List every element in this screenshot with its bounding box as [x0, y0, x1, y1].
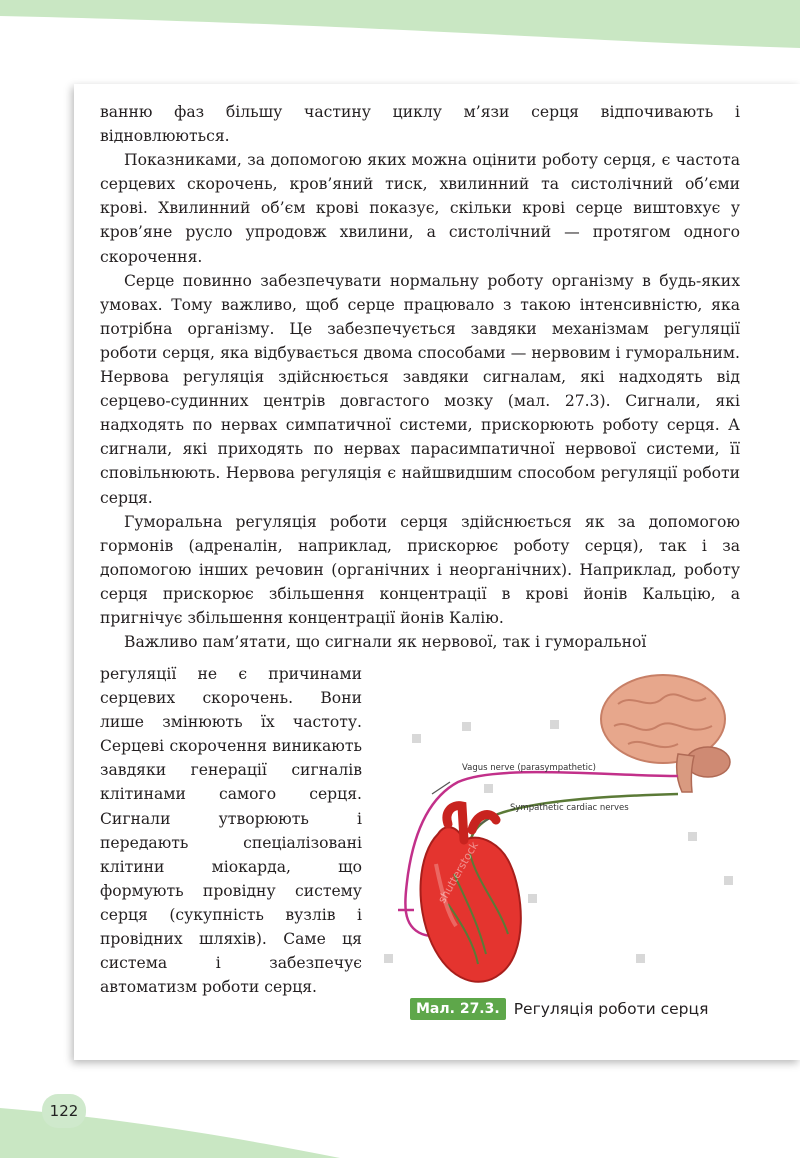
watermark-text: shutterstock: [435, 839, 481, 906]
figure-caption: [410, 996, 708, 1022]
paragraph-4: Гуморальна регуляція роботи серця здійснюється як за допомогою гормонів (адреналін, наприклад, прискорює роботу серця), так і за допомогою інших речовин (органічних і неорганічних). Наприклад, роботу серця прискорює збільшення концентрації в крові йонів Кальцію, а пригнічує збільшення концентрації йонів Калію.: [100, 512, 740, 627]
main-text: [100, 100, 740, 654]
heart-icon: [421, 806, 521, 982]
paragraph-1: ванню фаз більшу частину циклу м’язи серця відпочивають і відновлюються.: [100, 103, 740, 146]
paragraph-5-start: Важливо пам’ятати, що сигнали як нервової, так і гуморальної: [124, 633, 647, 652]
page-number: 122: [42, 1094, 86, 1128]
paragraph-5-continued: регуляції не є причинами серцевих скорочень. Вони лише змінюють їх частоту. Серцеві скорочення виникають завдяки генерації сигналів клітинами самого серця. Сигнали утворюють і передають спеціалізовані клітини міокарда, що формують провідну систему серця (сукупність вузлів і провідних шляхів). Саме ця система і забезпечує автоматизм роботи серця.: [100, 665, 362, 997]
vagus-nerve-label: Vagus nerve (parasympathetic): [462, 763, 596, 773]
paragraph-3: Серце повинно забезпечувати нормальну роботу організму в будь-яких умовах. Тому важливо, щоб серце працювало з такою інтенсивністю, яка потрібна організму. Це забезпечується завдяки механізмам регуляції роботи серця, яка відбувається двома способами — нервовим і гуморальним. Нервова регуляція здійснюється завдяки сигналам, які надходять від серцево-судинних центрів довгастого мозку (мал. 27.3). Сигнали, які надходять по нервах симпатичної системи, прискорюють роботу серця. А сигнали, які приходять по нервах парасимпатичної нервової системи, її сповільнюють. Нервова регуляція є найшвидшим способом регуляції роботи серця.: [100, 271, 740, 507]
sympathetic-nerve-label: Sympathetic cardiac nerves: [510, 803, 629, 813]
bottom-decorative-band: [0, 1098, 800, 1158]
figure-caption-text: Регуляція роботи серця: [513, 1000, 709, 1018]
heart-regulation-illustration: [378, 664, 740, 994]
top-decorative-band: [0, 0, 800, 60]
figure-number-badge: Мал. 27.3.: [410, 998, 506, 1020]
paragraph-2: Показниками, за допомогою яких можна оцінити роботу серця, є частота серцевих скорочень, кров’яний тиск, хвилинний та систолічний об’єми крові. Хвилинний об’єм крові показує, скільки крові серце виштовхує у кров’яне русло упродовж хвилини, а систолічний — протягом одного скорочення.: [100, 151, 740, 266]
